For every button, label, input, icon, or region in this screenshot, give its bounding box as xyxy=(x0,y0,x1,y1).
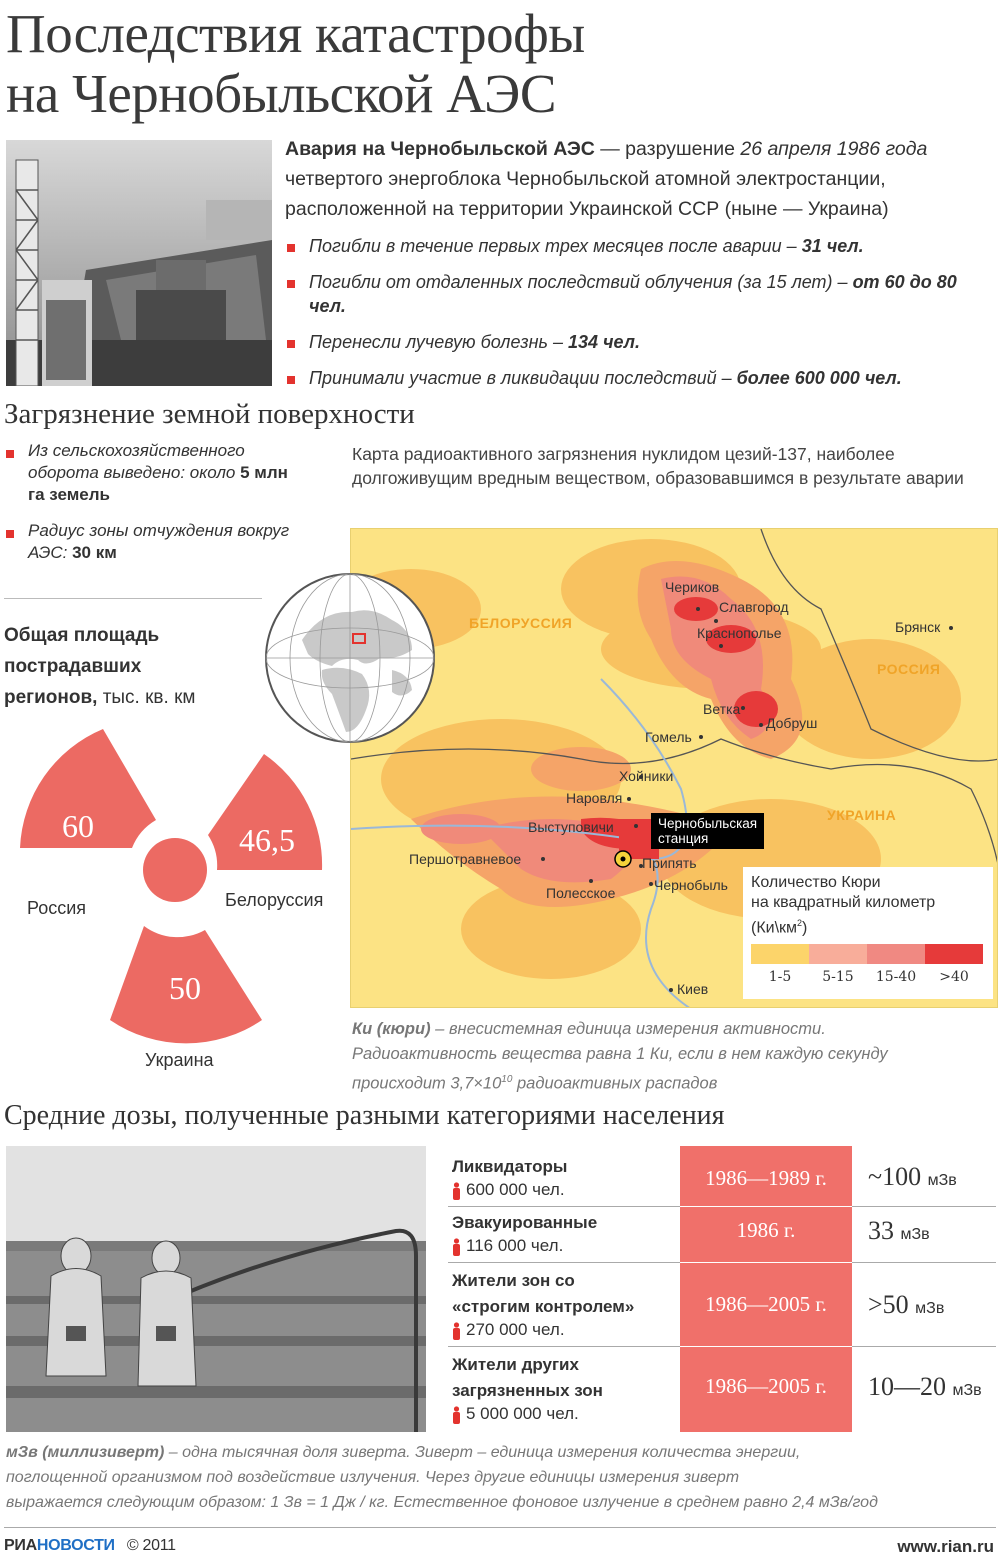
reactor-photo xyxy=(6,140,272,386)
map-city: Чериков xyxy=(665,579,720,595)
map-country-belarus: БЕЛОРУССИЯ xyxy=(469,615,573,631)
contamination-map xyxy=(350,528,998,1008)
row-dose: 33 мЗв xyxy=(868,1216,930,1245)
sievert-note: мЗв (миллизиверт) – одна тысячная доля зиверта. Зиверт – единица измерения количества энергии, поглощенной организмом под воздействие излучения. Через другие единицы измерения зиверт выражается следующим образом: 1 Зв = 1 Дж / кг. Естественное фоновое излучение в среднем равно 2,4 мЗв/год xyxy=(6,1444,878,1511)
list-item: Перенесли лучевую болезнь – 134 чел. xyxy=(285,330,997,354)
region-label-ukraine: Украина xyxy=(145,1050,214,1070)
row-dose: >50 мЗв xyxy=(868,1290,945,1319)
brand-logo: РИАНОВОСТИ © 2011 xyxy=(4,1537,176,1554)
casualty-facts-list xyxy=(285,234,997,402)
list-item: Принимали участие в ликвидации последствий – более 600 000 чел. xyxy=(285,366,997,390)
map-city: Хойники xyxy=(619,768,674,784)
map-city: Краснополье xyxy=(697,625,782,641)
list-item: Погибли в течение первых трех месяцев после аварии – 31 чел. xyxy=(285,234,997,258)
table-row: Жители других загрязненных зон 5 000 000 чел. xyxy=(452,1355,603,1423)
table-row: Ликвидаторы 600 000 чел. xyxy=(452,1157,568,1199)
field-workers-photo xyxy=(6,1146,426,1432)
map-city: Наровля xyxy=(566,790,623,806)
station-callout: Чернобыльская станция xyxy=(651,813,764,849)
land-facts-list xyxy=(4,440,294,578)
map-description: Карта радиоактивного загрязнения нуклидом цезий-137, наиболее долгоживущим вредным веществом, образовавшимся в результате аварии xyxy=(352,444,964,488)
footer-divider xyxy=(4,1527,996,1528)
doses-heading: Средние дозы, полученные разными категориями населения xyxy=(4,1100,725,1131)
divider xyxy=(680,1262,852,1263)
map-city: Славгород xyxy=(719,599,789,615)
globe-icon xyxy=(262,570,438,746)
curie-note: Ки (кюри) – внесистемная единица измерения активности. Радиоактивность вещества равна 1 Ки, если в нем каждую секунду происходит $3,7\times 10^{10}$ радиоактивных распадов xyxy=(352,1020,888,1093)
table-row: Жители зон со «строгим контролем» 270 000 чел. xyxy=(452,1271,635,1339)
legend-range: 5-15 xyxy=(822,969,854,986)
page-title: Последствия катастрофы на Чернобыльской АЭС xyxy=(6,3,585,124)
map-city: Киев xyxy=(677,981,709,997)
area-heading: Общая площадь пострадавших регионов, тыс. кв. км xyxy=(4,625,196,708)
land-heading: Загрязнение земной поверхности xyxy=(4,398,415,430)
legend-swatch xyxy=(751,944,809,964)
row-dose: ~100 мЗв xyxy=(868,1162,957,1191)
person-icon xyxy=(452,1406,461,1424)
row-dose: 10—20 мЗв xyxy=(868,1372,982,1401)
row-period: 1986—1989 г. xyxy=(705,1166,827,1190)
map-legend: Количество Кюри на квадратный километр $(Ки\backslash км^2)$ 1-5 5-15 15-40 >40 xyxy=(743,867,993,999)
petal-value-belarus: 46,5 xyxy=(239,822,295,858)
legend-range: >40 xyxy=(939,969,969,986)
divider xyxy=(680,1346,852,1347)
person-icon xyxy=(452,1322,461,1340)
map-country-russia: РОССИЯ xyxy=(877,661,941,677)
map-city: Припять xyxy=(642,855,697,871)
map-city: Выступовичи xyxy=(528,819,614,835)
trefoil-center xyxy=(143,838,207,902)
intro-paragraph: Авария на Чернобыльской АЭС — разрушение 26 апреля 1986 года четвертого энергоблока Чернобыльской атомной электростанции, расположенной на территории Украинской ССР (ныне — Украина) xyxy=(285,138,928,220)
petal-value-russia: 60 xyxy=(62,808,94,844)
divider xyxy=(4,598,262,599)
map-city: Першотравневое xyxy=(409,851,522,867)
row-period: 1986—2005 г. xyxy=(705,1374,827,1398)
table-row: Эвакуированные 116 000 чел. xyxy=(452,1213,598,1255)
map-city: Полесское xyxy=(546,885,616,901)
site-url[interactable]: www.rian.ru xyxy=(897,1537,994,1556)
list-item: Радиус зоны отчуждения вокруг АЭС: 30 км xyxy=(4,520,294,564)
map-city: Брянск xyxy=(895,619,941,635)
region-label-russia: Россия xyxy=(27,898,87,918)
map-city: Добруш xyxy=(766,715,818,731)
legend-swatch xyxy=(925,944,983,964)
map-city: Ветка xyxy=(703,701,741,717)
map-country-ukraine: УКРАИНА xyxy=(827,807,897,823)
region-label-belarus: Белоруссия xyxy=(225,890,324,910)
row-period: 1986—2005 г. xyxy=(705,1292,827,1316)
legend-swatch xyxy=(867,944,925,964)
row-period: 1986 г. xyxy=(736,1218,796,1242)
map-city: Чернобыль xyxy=(654,877,728,893)
person-icon xyxy=(452,1238,461,1256)
legend-range: 15-40 xyxy=(875,969,917,986)
divider xyxy=(680,1206,852,1207)
legend-swatch xyxy=(809,944,867,964)
person-icon xyxy=(452,1182,461,1200)
petal-value-ukraine: 50 xyxy=(169,970,201,1006)
legend-range: 1-5 xyxy=(768,969,792,986)
map-city: Гомель xyxy=(645,729,692,745)
list-item: Из сельскохозяйственного оборота выведено: около 5 млн га земель xyxy=(4,440,294,506)
list-item: Погибли от отдаленных последствий облучения (за 15 лет) – от 60 до 80 чел. xyxy=(285,270,997,318)
